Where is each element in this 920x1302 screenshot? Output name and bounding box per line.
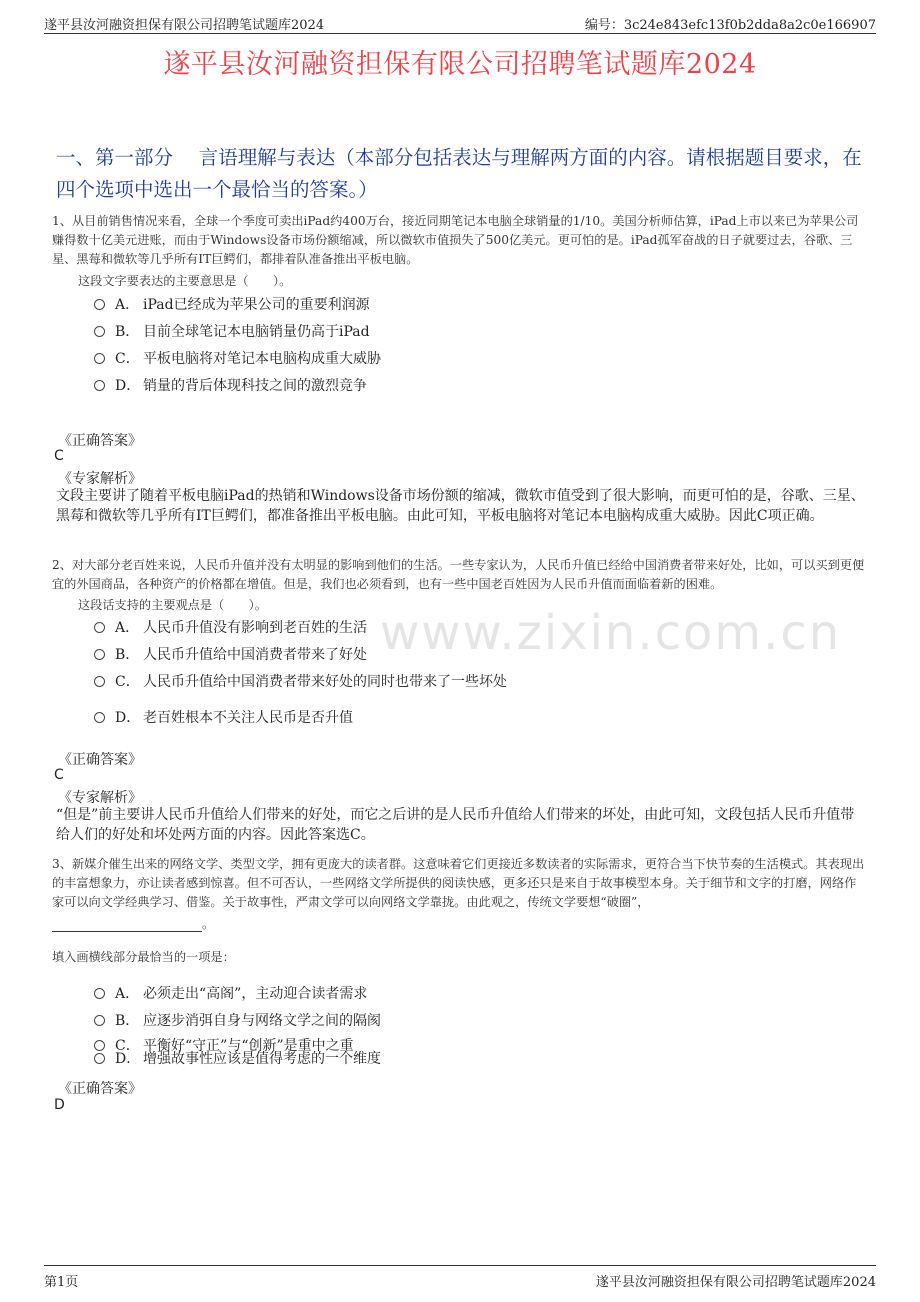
question-3-option-a[interactable]: A． 必须走出“高阁”，主动迎合读者需求 — [94, 983, 367, 1003]
question-1-analysis-label: 《专家解析》 — [58, 471, 142, 487]
question-2-option-c[interactable]: C． 人民币升值给中国消费者带来好处的同时也带来了一些坏处 — [94, 671, 507, 691]
question-2-answer-label: 《正确答案》 — [58, 752, 142, 768]
question-2-answer: C — [54, 767, 64, 783]
radio-icon[interactable] — [94, 326, 105, 337]
question-3-option-d[interactable]: D． 增强故事性应该是值得考虑的一个维度 — [94, 1048, 381, 1068]
page-number: 第1页 — [44, 1275, 79, 1290]
header-divider — [44, 33, 876, 34]
question-2-option-d[interactable]: D． 老百姓根本不关注人民币是否升值 — [94, 707, 353, 727]
radio-icon[interactable] — [94, 353, 105, 364]
question-3-prompt: 填入画横线部分最恰当的一项是： — [52, 950, 235, 964]
question-1-answer: C — [54, 448, 64, 464]
question-3-answer: D — [54, 1097, 65, 1113]
question-1-option-c[interactable]: C． 平板电脑将对笔记本电脑构成重大威胁 — [94, 348, 381, 368]
question-1-option-a[interactable]: A． iPad已经成为苹果公司的重要利润源 — [94, 294, 370, 314]
question-2-option-a[interactable]: A． 人民币升值没有影响到老百姓的生活 — [94, 617, 367, 637]
question-3-answer-label: 《正确答案》 — [58, 1081, 142, 1097]
watermark: www.zixin.com.cn — [380, 605, 842, 661]
question-2-prompt: 这段话支持的主要观点是（ ）。 — [78, 598, 267, 612]
section-heading: 一、第一部分 言语理解与表达（本部分包括表达与理解两方面的内容。请根据题目要求，在四个选项中选出一个最恰当的答案。） — [56, 146, 862, 201]
question-3-option-c[interactable]: C． 平衡好“守正”与“创新”是重中之重 — [94, 1035, 354, 1055]
question-2-analysis: “但是”前主要讲人民币升值给人们带来的好处，而它之后讲的是人民币升值给人们带来的坏处，由此可知，文段包括人民币升值带给人们的好处和坏处两方面的内容。因此答案选C。 — [56, 807, 855, 843]
question-2-analysis-label: 《专家解析》 — [58, 790, 142, 806]
radio-icon[interactable] — [94, 1015, 105, 1026]
radio-icon[interactable] — [94, 649, 105, 660]
question-3-option-b[interactable]: B． 应逐步消弭自身与网络文学之间的隔阂 — [94, 1010, 381, 1030]
footer-divider — [44, 1265, 876, 1266]
question-3-blank-line: 。 — [52, 915, 214, 932]
radio-icon[interactable] — [94, 380, 105, 391]
question-1-option-d[interactable]: D． 销量的背后体现科技之间的激烈竞争 — [94, 375, 367, 395]
header-document-id: 编号：3c24e843efc13f0b2dda8a2c0e166907 — [584, 18, 876, 33]
question-3-text: 3、新媒介催生出来的网络文学、类型文学，拥有更庞大的读者群。这意味着它们更接近多数读者的实际需求，更符合当下快节奏的生活模式。其表现出的丰富想象力，亦让读者感到惊喜。但不可否认，一些网络文学所提供的阅读快感，更多还只是来自于故事模型本身。关于细节和文字的打磨，网络作家可以向文学经典学习、借鉴。关于故事性，严肃文学可以向网络文学靠拢。由此观之，传统文学要想“破圈”， — [52, 857, 865, 909]
fill-blank — [52, 919, 202, 932]
footer-title: 遂平县汝河融资担保有限公司招聘笔试题库2024 — [595, 1275, 876, 1290]
question-2-option-b[interactable]: B． 人民币升值给中国消费者带来了好处 — [94, 644, 367, 664]
header-left-title: 遂平县汝河融资担保有限公司招聘笔试题库2024 — [44, 18, 325, 33]
question-1-option-b[interactable]: B． 目前全球笔记本电脑销量仍高于iPad — [94, 321, 370, 341]
radio-icon[interactable] — [94, 676, 105, 687]
question-1-answer-label: 《正确答案》 — [58, 433, 142, 449]
page-title: 遂平县汝河融资担保有限公司招聘笔试题库2024 — [163, 49, 757, 80]
radio-icon[interactable] — [94, 1053, 105, 1064]
question-1-analysis: 文段主要讲了随着平板电脑iPad的热销和Windows设备市场份额的缩减，微软市值受到了很大影响，而更可怕的是，谷歌、三星、黑莓和微软等几乎所有IT巨鳄们，都准备推出平板电脑。由此可知，平板电脑将对笔记本电脑构成重大威胁。因此C项正确。 — [56, 488, 865, 524]
question-1-prompt: 这段文字要表达的主要意思是（ ）。 — [78, 274, 292, 288]
question-2-text: 2、对大部分老百姓来说，人民币升值并没有太明显的影响到他们的生活。一些专家认为，人民币升值已经给中国消费者带来好处，比如，可以买到更便宜的外国商品，各种资产的价格都在增值。但是，我们也必须看到，也有一些中国老百姓因为人民币升值而面临着新的困难。 — [52, 558, 865, 591]
question-1-text: 1、从目前销售情况来看，全球一个季度可卖出iPad约400万台，接近同期笔记本电脑全球销量的1/10。美国分析师估算，iPad上市以来已为苹果公司赚得数十亿美元进账，而由于Windows设备市场份额缩减，所以微软市值损失了500亿美元。更可怕的是。iPad孤军奋战的日子就要过去，谷歌、三星、黑莓和微软等几乎所有IT巨鳄们，都排着队准备推出平板电脑。 — [52, 214, 859, 266]
radio-icon[interactable] — [94, 622, 105, 633]
radio-icon[interactable] — [94, 988, 105, 999]
radio-icon[interactable] — [94, 299, 105, 310]
radio-icon[interactable] — [94, 712, 105, 723]
